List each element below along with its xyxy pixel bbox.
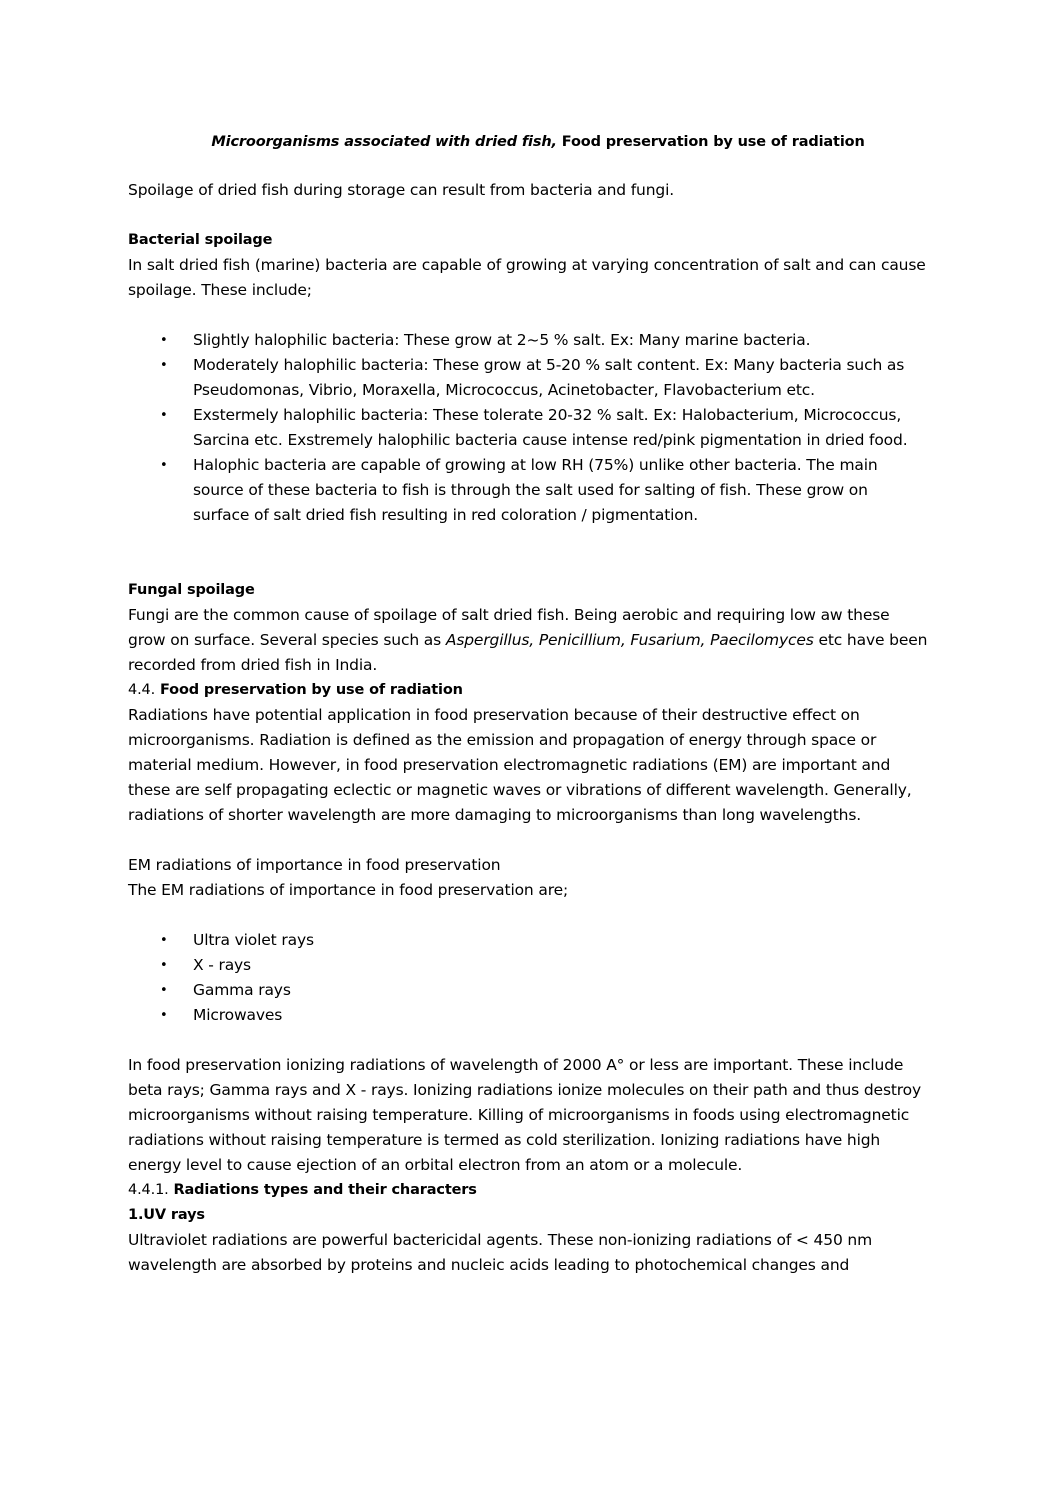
list-item-text: Microwaves (193, 1006, 283, 1024)
section-number: 4.4. (128, 682, 156, 698)
list-item (128, 353, 928, 403)
ionizing-paragraph: In food preservation ionizing radiations of wavelength of 2000 A° or less are important. These include beta rays; Gamma rays and X - rays. Ionizing radiations ionize molecules on their path and thus destroy microorganisms without raising temperature. Killing of microorganisms in foods using electromagnetic radiations without raising temperature is termed as cold sterilization. Ionizing radiations have high energy level to cause ejection of an orbital electron from an atom or a molecule. (128, 1056, 922, 1174)
section-number: 4.4.1. (128, 1182, 169, 1198)
bullet-icon: • (160, 333, 168, 348)
bacteria-types-list (128, 328, 928, 528)
fungal-text-end: etc have been recorded from dried fish in India. (128, 631, 928, 674)
bullet-icon: • (160, 458, 168, 473)
list-item-text: X - rays (193, 956, 251, 974)
list-item (128, 928, 928, 953)
em-radiations-list (128, 928, 928, 1028)
section-title: Radiations types and their characters (173, 1182, 477, 1198)
section-4-4-1-heading (128, 1178, 928, 1203)
fungal-text-start: Fungi are the common cause of spoilage of salt dried fish. Being aerobic and requiring low aw these grow on surface. Several species such as (128, 606, 890, 649)
title-italic-part: Microorganisms associated with dried fish, (211, 134, 557, 150)
radiation-paragraph: Radiations have potential application in food preservation because of their destructive effect on microorganisms. Radiation is defined as the emission and propagation of energy through space or material medium. However, in food preservation electromagnetic radiations (EM) are important and these are self propagating eclectic or magnetic waves or vibrations of different wavelength. Generally, radiations of shorter wavelength are more damaging to microorganisms than long wavelengths. (128, 706, 912, 824)
list-item-text: Halophic bacteria are capable of growing at low RH (75%) unlike other bacteria. The main source of these bacteria to fish is through the salt used for salting of fish. These grow on surface of salt dried fish resulting in red coloration / pigmentation. (193, 456, 878, 524)
spacer (128, 528, 928, 553)
list-item-text: Slightly halophilic bacteria: These grow at 2~5 % salt. Ex: Many marine bacteria. (193, 331, 811, 349)
list-item (128, 1003, 928, 1028)
list-item (128, 978, 928, 1003)
list-item (128, 453, 928, 528)
list-item-text: Gamma rays (193, 981, 291, 999)
bullet-icon: • (160, 408, 168, 423)
spacer (128, 303, 928, 328)
section-4-4-heading (128, 678, 928, 703)
bullet-icon: • (160, 358, 168, 373)
bullet-icon: • (160, 1008, 168, 1023)
bullet-icon: • (160, 933, 168, 948)
document-title (128, 130, 928, 155)
title-bold-part: Food preservation by use of radiation (561, 134, 865, 150)
document-page (128, 130, 928, 1278)
list-item (128, 403, 928, 453)
bullet-icon: • (160, 958, 168, 973)
fungal-spoilage-heading: Fungal spoilage (128, 582, 255, 598)
em-subheading: EM radiations of importance in food preservation (128, 856, 501, 874)
fungal-species: Aspergillus, Penicillium, Fusarium, Paecilomyces (445, 631, 814, 649)
bacterial-spoilage-paragraph: In salt dried fish (marine) bacteria are capable of growing at varying concentration of salt and can cause spoilage. These include; (128, 256, 926, 299)
spacer (128, 553, 928, 578)
bullet-icon: • (160, 983, 168, 998)
list-item-text: Exstermely halophilic bacteria: These tolerate 20-32 % salt. Ex: Halobacterium, Micrococcus, Sarcina etc. Exstremely halophilic bacteria cause intense red/pink pigmentation in dried food. (193, 406, 908, 449)
spacer (128, 1028, 928, 1053)
list-item (128, 328, 928, 353)
section-title: Food preservation by use of radiation (159, 682, 463, 698)
spacer (128, 828, 928, 853)
intro-paragraph: Spoilage of dried fish during storage can result from bacteria and fungi. (128, 181, 675, 199)
spacer (128, 203, 928, 228)
spacer (128, 903, 928, 928)
list-item-text: Ultra violet rays (193, 931, 314, 949)
uv-rays-paragraph: Ultraviolet radiations are powerful bactericidal agents. These non-ionizing radiations of < 450 nm wavelength are absorbed by proteins and nucleic acids leading to photochemical changes and (128, 1231, 873, 1274)
list-item-text: Moderately halophilic bacteria: These grow at 5-20 % salt content. Ex: Many bacteria such as Pseudomonas, Vibrio, Moraxella, Micrococcus, Acinetobacter, Flavobacterium etc. (193, 356, 905, 399)
list-item (128, 953, 928, 978)
em-lead: The EM radiations of importance in food preservation are; (128, 881, 569, 899)
fungal-spoilage-paragraph (128, 603, 928, 678)
bacterial-spoilage-heading: Bacterial spoilage (128, 232, 273, 248)
uv-rays-heading: 1.UV rays (128, 1207, 205, 1223)
